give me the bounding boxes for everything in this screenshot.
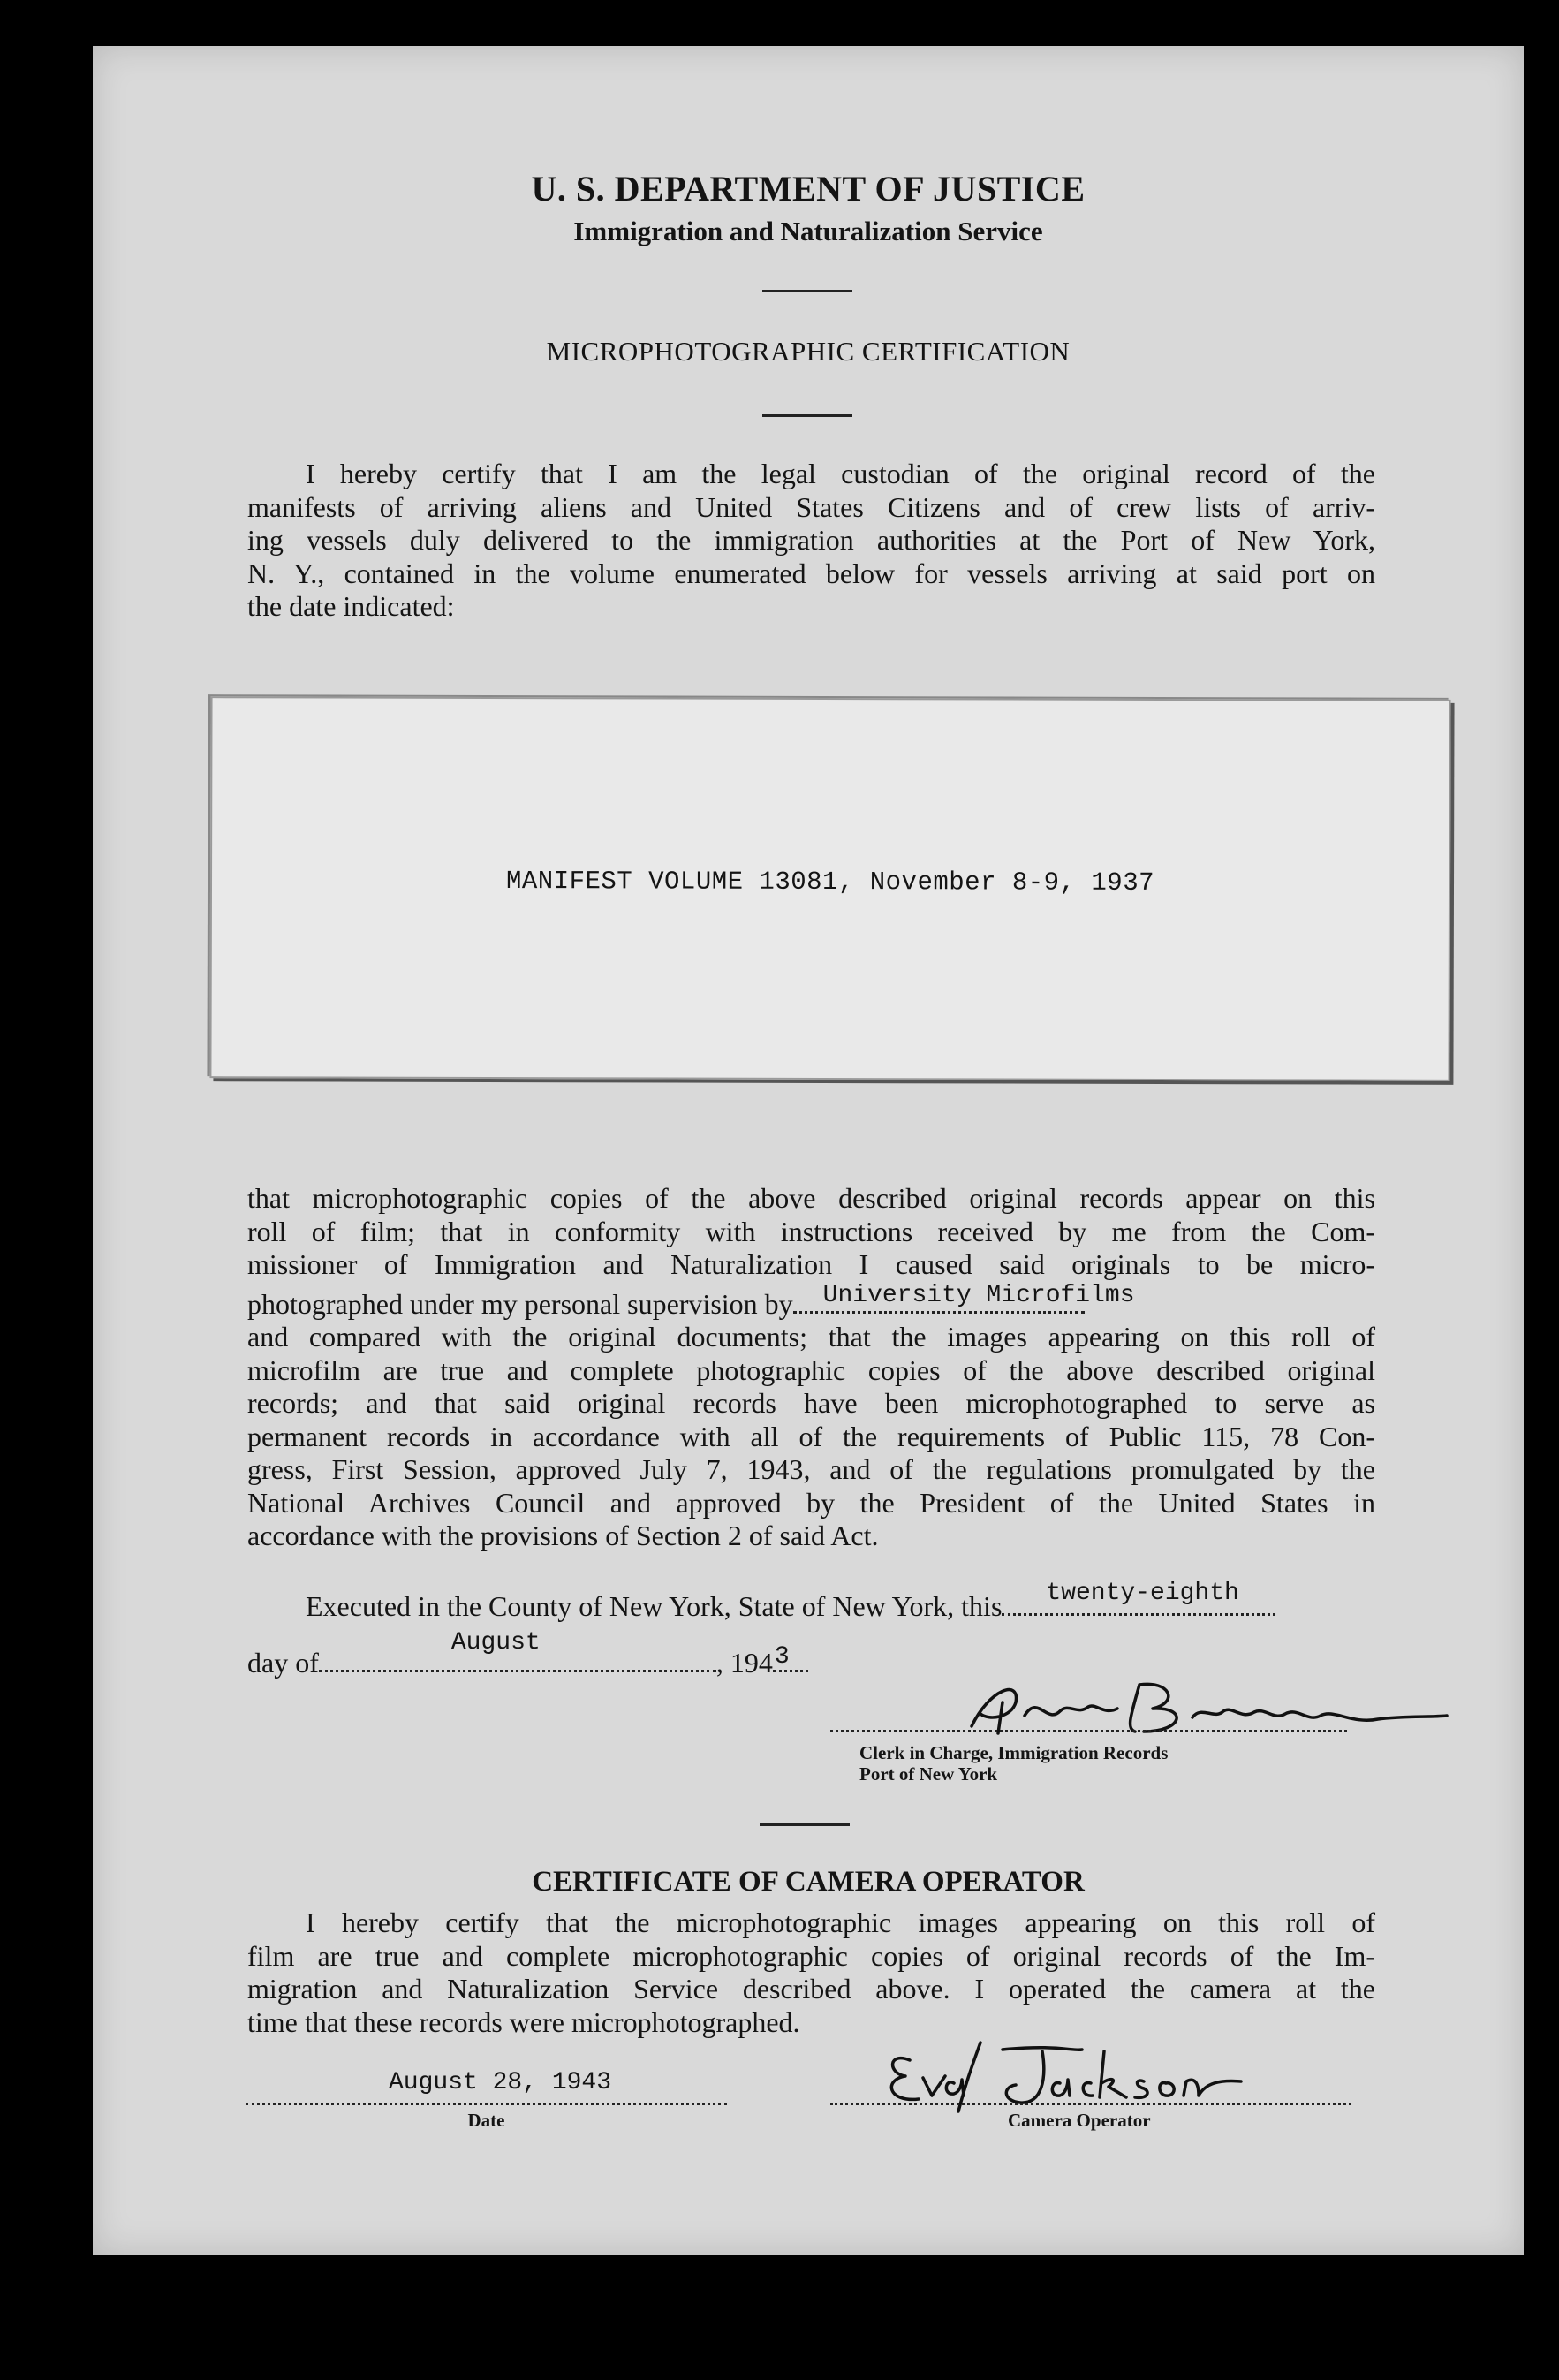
camera-operator-signature [870,2025,1259,2113]
paragraph-line: records; and that said original records have been microphotographed to serve as [247,1387,1375,1419]
paragraph-line: time that these records were microphotographed. [247,2005,800,2038]
paragraph-line: microfilm are true and complete photographic copies of the above described original [247,1353,1375,1386]
paragraph-line: I hereby certify that the microphotographic images appearing on this roll of [306,1906,1375,1938]
clerk-signature-line [830,1730,1347,1732]
month-fill-line [319,1629,716,1672]
camera-operator-paragraph [247,1906,1375,2039]
date-label: Date [467,2110,505,2131]
operator-signature-line [830,2103,1351,2105]
paragraph-line: I hereby certify that I am the legal custodian of the original record of the [306,458,1375,489]
camera-operator-label: Camera Operator [1008,2110,1151,2131]
paragraph-line: accordance with the provisions of Section 2 of said Act. [247,1520,879,1551]
paragraph-line: permanent records in accordance with all of the requirements of Public 115, 78 Con- [247,1420,1375,1452]
date-line [246,2103,727,2105]
clerk-title [859,1742,1168,1785]
day-fill-line [1002,1580,1275,1616]
paragraph-line: migration and Naturalization Service described above. I operated the camera at the [247,1973,1375,2005]
year-value: 3 [774,1643,790,1671]
executed-label: Executed in the County of New York, State of New York, this [306,1590,1003,1622]
supervision-line [247,1281,1375,1322]
paragraph-line: that microphotographic copies of the above described original records appear on this [247,1182,1375,1214]
certificate-sheet [93,46,1524,2255]
paragraph-line: manifests of arriving aliens and United States Citizens and of crew lists of arriv- [247,490,1375,523]
day-of-label: day of [247,1647,319,1679]
paragraph-line: ing vessels duly delivered to the immigration authorities at the Port of New York, [247,524,1375,556]
paragraph-line: gress, First Session, approved July 7, 1943, and of the regulations promulgated by the [247,1453,1375,1485]
supervision-value: University Microfilms [822,1281,1135,1309]
month-value: August [450,1629,541,1656]
paragraph-line: N. Y., contained in the volume enumerated below for vessels arriving at said port on [247,557,1375,589]
day-of-line [247,1629,808,1679]
department-title: U. S. DEPARTMENT OF JUSTICE [531,169,1086,208]
form-title: MICROPHOTOGRAPHIC CERTIFICATION [546,336,1071,367]
year-fill-line [773,1645,808,1672]
clerk-title-line: Clerk in Charge, Immigration Records [859,1742,1169,1763]
paragraph-line: and compared with the original documents; that the images appearing on this roll of [247,1321,1375,1353]
executed-line [306,1580,1275,1623]
manifest-volume-slip [209,696,1450,1081]
supervision-label: photographed under my personal supervision by [247,1287,793,1320]
title-divider [762,414,852,417]
paragraph-line: film are true and complete microphotographic copies of original records of the Im- [247,1939,1375,1972]
header-divider [762,290,852,292]
clerk-port-line: Port of New York [859,1763,998,1785]
clerk-signature [936,1663,1449,1751]
camera-operator-heading: CERTIFICATE OF CAMERA OPERATOR [532,1866,1085,1898]
supervision-fill-line [793,1281,1135,1314]
paragraph-line: National Archives Council and approved by the President of the United States in [247,1486,1375,1519]
year-label: , 194 [715,1647,773,1679]
manifest-volume-text: MANIFEST VOLUME 13081, November 8-9, 1937 [505,867,1155,898]
microfilm-paragraph [247,1182,1375,1553]
operator-divider [760,1823,850,1826]
paragraph-line: missioner of Immigration and Naturalization I caused said originals to be micro- [247,1248,1375,1280]
custodian-paragraph [247,458,1375,624]
service-subtitle: Immigration and Naturalization Service [573,216,1043,246]
operator-date-value: August 28, 1943 [389,2069,612,2096]
paragraph-line: the date indicated: [247,590,455,622]
paragraph-line: roll of film; that in conformity with instructions received by me from the Com- [247,1215,1375,1247]
day-value: twenty-eighth [1046,1580,1239,1607]
